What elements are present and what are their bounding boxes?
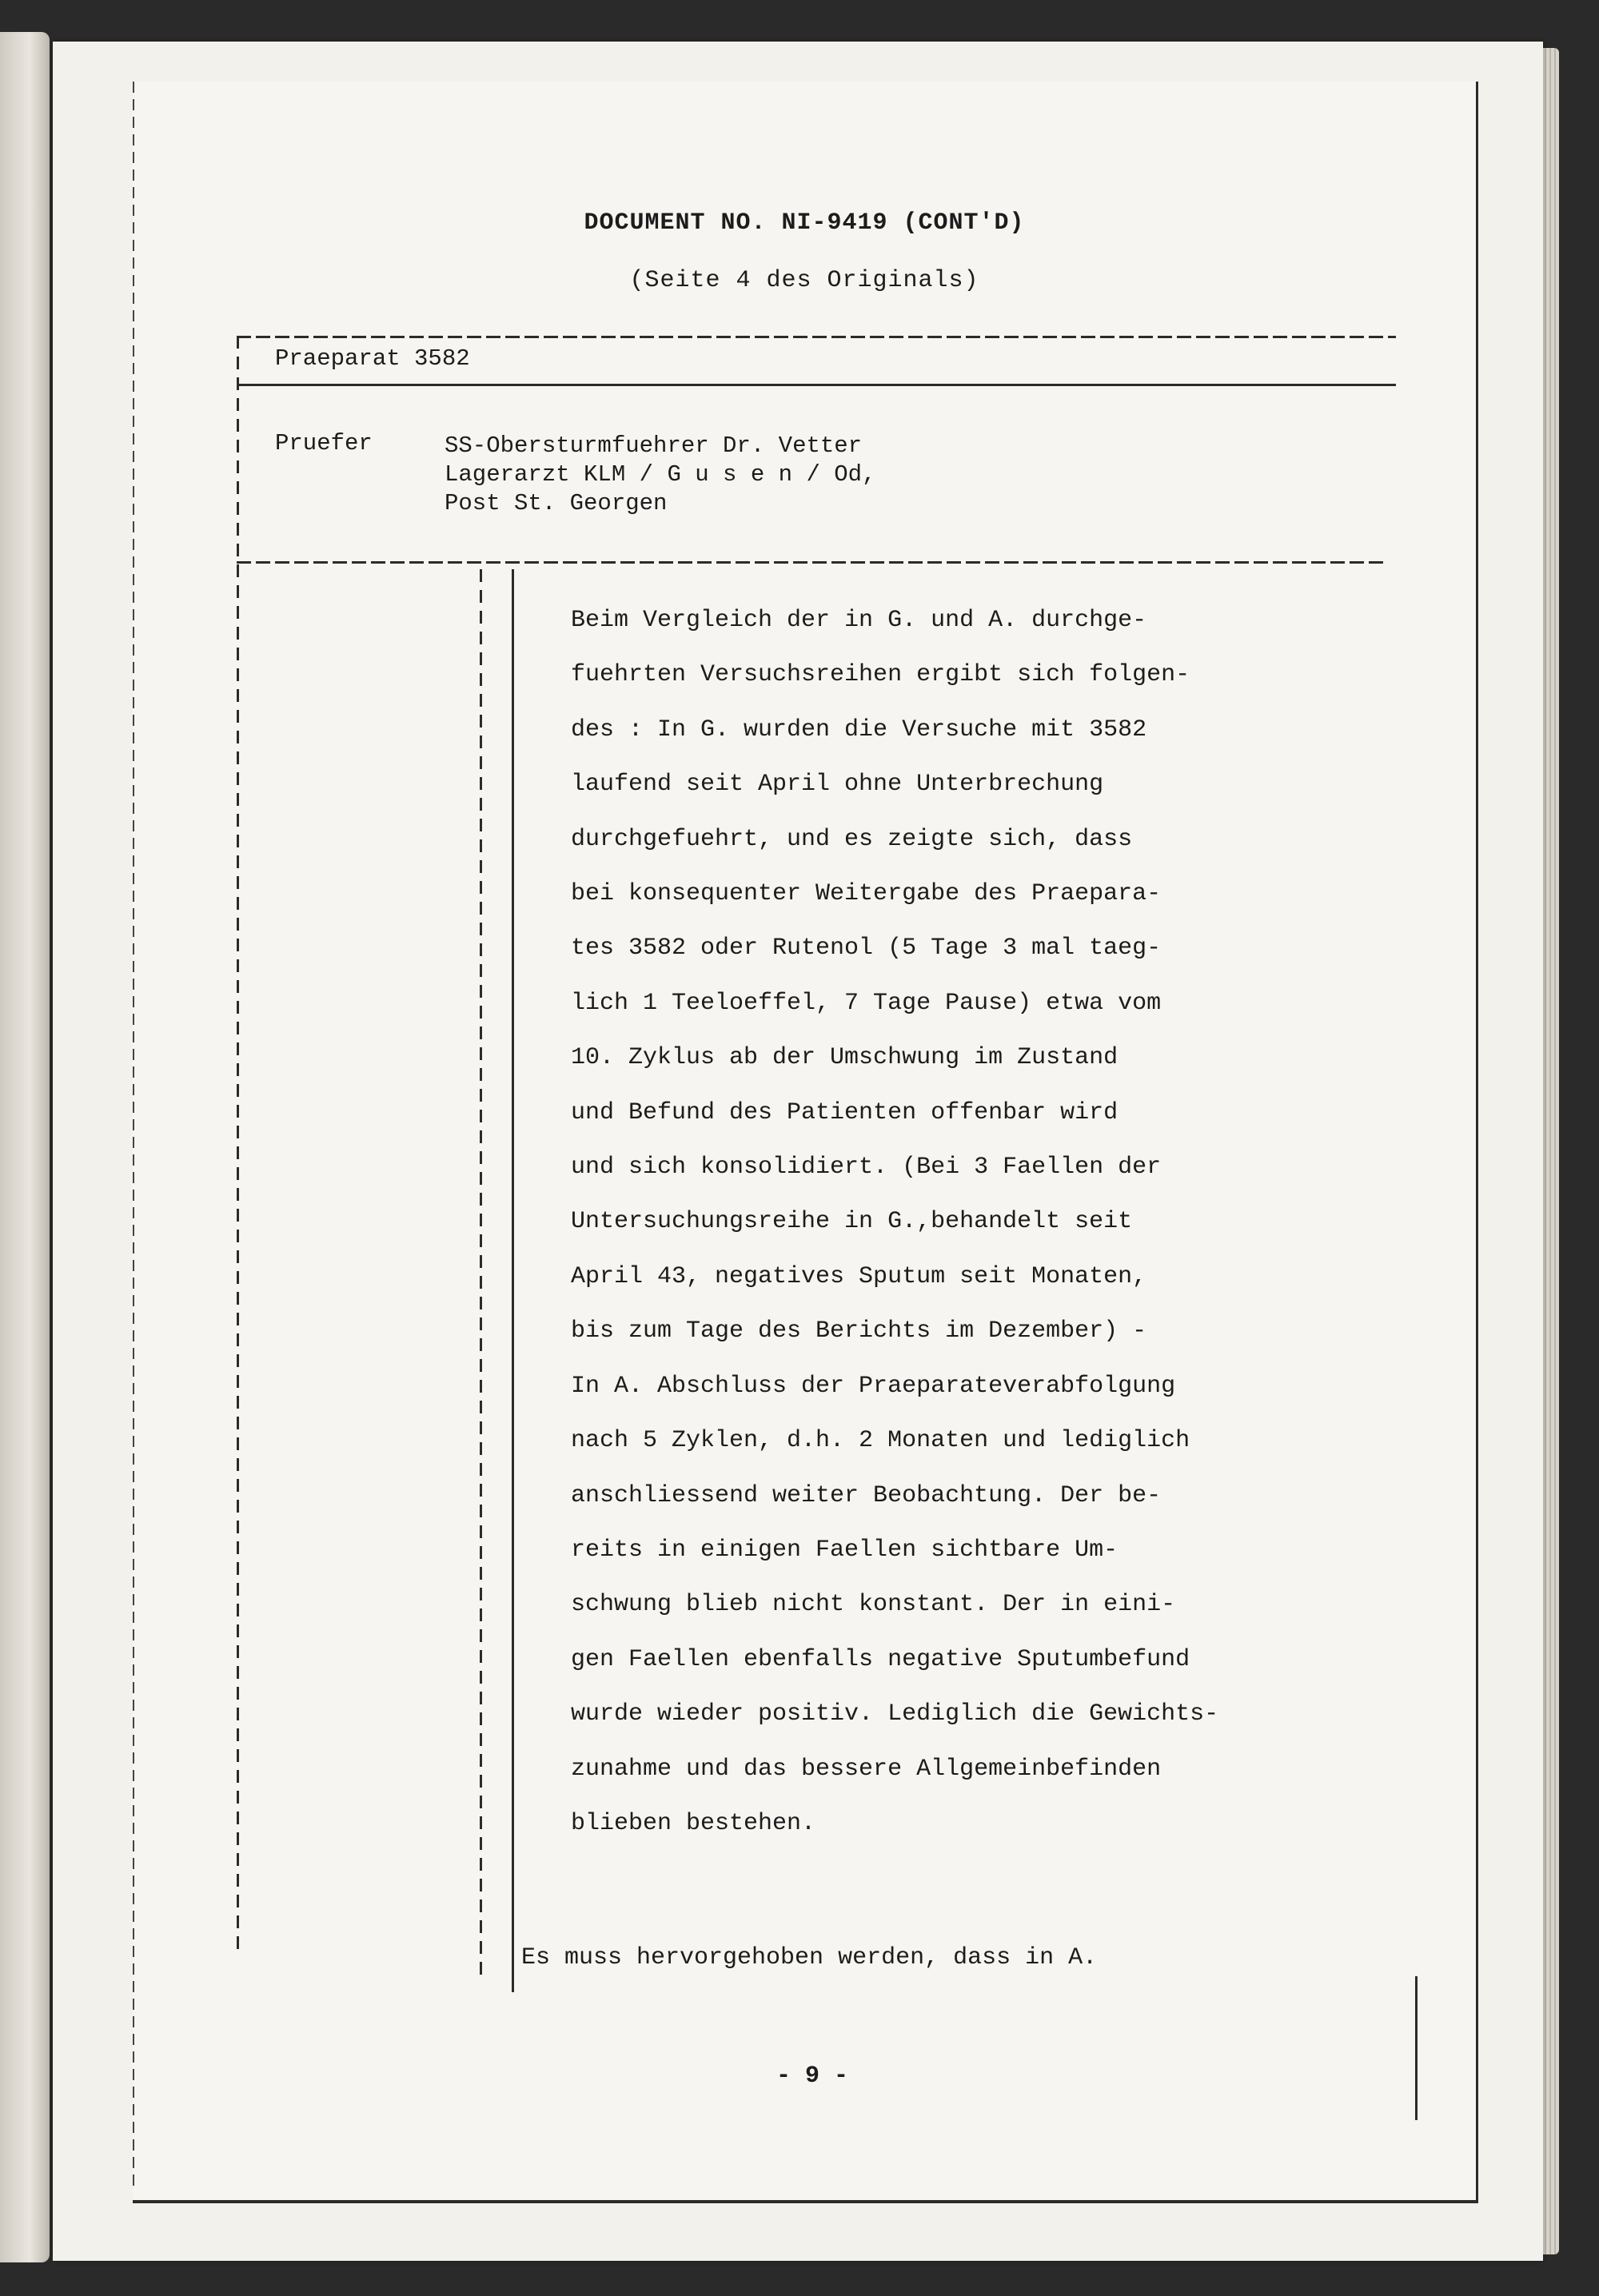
body-line: des : In G. wurden die Versuche mit 3582	[571, 716, 1147, 743]
table-inner-left-border	[480, 569, 482, 1976]
body-line: anschliessend weiter Beobachtung. Der be-	[571, 1481, 1162, 1509]
body-line: wurde wieder positiv. Lediglich die Gewichts-	[571, 1700, 1219, 1728]
body-line: bei konsequenter Weitergabe des Praeparа-	[571, 880, 1162, 908]
page-number: - 9 -	[776, 2063, 848, 2090]
document-subtitle: (Seite 4 des Originals)	[629, 267, 979, 294]
continuation-line: Es muss hervorgehoben werden, dass in A.	[521, 1944, 1098, 1971]
body-line: blieben bestehen.	[571, 1809, 816, 1837]
body-line: bis zum Tage des Berichts im Dezember) -	[571, 1317, 1147, 1345]
pruefer-line: Lagerarzt KLM / G u s e n / Od,	[445, 461, 876, 488]
document-title: DOCUMENT NO. NI-9419 (CONT'D)	[584, 209, 1025, 237]
body-line: schwung blieb nicht konstant. Der in eini-	[571, 1591, 1176, 1619]
book-page	[53, 42, 1543, 2261]
body-line: lich 1 Teeloeffel, 7 Tage Pause) etwa vom	[571, 989, 1162, 1017]
body-line: und sich konsolidiert. (Bei 3 Faellen der	[571, 1154, 1162, 1182]
sheet-left-border	[133, 82, 134, 2192]
pruefer-line: Post St. Georgen	[445, 490, 668, 516]
body-line: April 43, negatives Sputum seit Monaten,	[571, 1262, 1147, 1290]
body-line: Beim Vergleich der in G. und A. durchge-	[571, 607, 1147, 634]
book-left-edge	[0, 32, 50, 2262]
pruefer-line: SS-Obersturmfuehrer Dr. Vetter	[445, 432, 863, 459]
report-body	[571, 593, 1386, 1851]
body-line: In A. Abschluss der Praeparateverabfolgung	[571, 1372, 1176, 1400]
body-line: Untersuchungsreihe in G.,behandelt seit	[571, 1208, 1133, 1236]
body-line: reits in einigen Faellen sichtbare Um-	[571, 1536, 1119, 1564]
table-top-rule	[237, 336, 1396, 338]
pruefer-label: Pruefer	[275, 430, 373, 456]
body-line: 10. Zyklus ab der Umschwung im Zustand	[571, 1044, 1119, 1072]
pruefer-details	[445, 432, 876, 518]
body-line: fuehrten Versuchsreihen ergibt sich folgen-	[571, 661, 1190, 689]
praeparat-label: Praeparat 3582	[275, 345, 470, 372]
body-line: nach 5 Zyklen, d.h. 2 Monaten und lediglich	[571, 1427, 1190, 1455]
body-line: und Befund des Patienten offenbar wird	[571, 1098, 1119, 1126]
table-column-divider	[512, 569, 514, 1992]
table-right-border	[1415, 1976, 1418, 2120]
photocopy-sheet	[133, 82, 1478, 2203]
table-rule-praeparat	[237, 384, 1396, 386]
table-left-border	[237, 336, 239, 1951]
body-line: durchgefuehrt, und es zeigte sich, dass	[571, 825, 1133, 853]
body-line: laufend seit April ohne Unterbrechung	[571, 771, 1104, 799]
body-line: gen Faellen ebenfalls negative Sputumbefund	[571, 1645, 1190, 1673]
table-rule-pruefer	[237, 561, 1388, 564]
body-line: tes 3582 oder Rutenol (5 Tage 3 mal taeg-	[571, 935, 1162, 963]
body-line: zunahme und das bessere Allgemeinbefinden	[571, 1755, 1162, 1783]
